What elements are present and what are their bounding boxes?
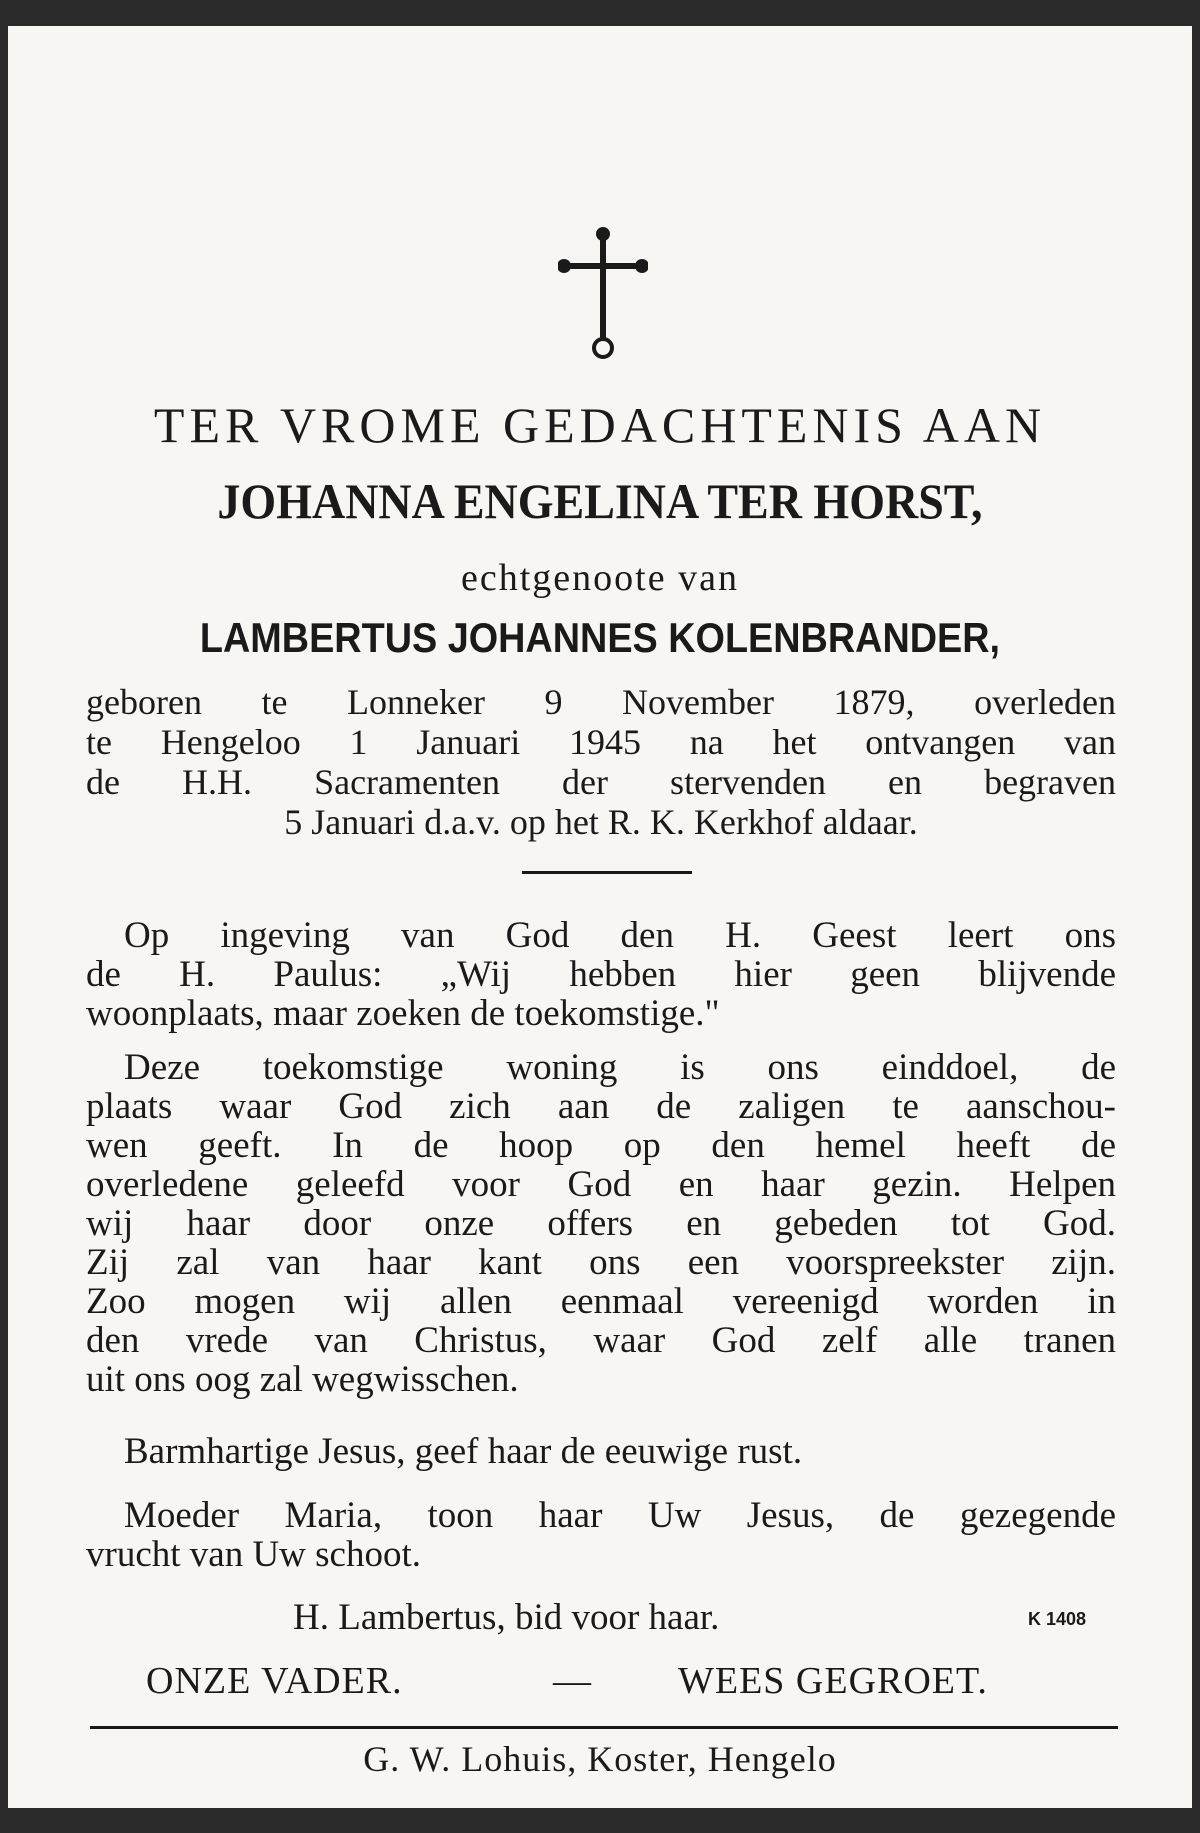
memorial-card <box>8 26 1192 1808</box>
paragraph-line: plaats waar God zich aan de zaligen te aanschou- <box>86 1086 1116 1127</box>
prayer-maria <box>86 1496 1116 1574</box>
closing-dash: — <box>553 1660 592 1702</box>
divider <box>522 871 692 874</box>
paragraph-line: Zoo mogen wij allen eenmaal vereenigd worden in <box>86 1281 1116 1322</box>
paragraph-line: wen geeft. In de hoop op den hemel heeft de <box>86 1125 1116 1166</box>
bio-line: geboren te Lonneker 9 November 1879, overleden <box>86 682 1116 722</box>
bio-line: de H.H. Sacramenten der stervenden en begraven <box>86 762 1116 802</box>
prayer-saint: H. Lambertus, bid voor haar. <box>293 1597 720 1638</box>
prayer-line: vrucht van Uw schoot. <box>86 1534 421 1575</box>
bio-line: te Hengeloo 1 Januari 1945 na het ontvangen van <box>86 722 1116 762</box>
deceased-name: JOHANNA ENGELINA TER HORST, <box>217 473 983 529</box>
spouse-label: echtgenoote van <box>461 557 739 599</box>
paragraph-line: overledene geleefd voor God en haar gezin. Helpen <box>86 1164 1116 1205</box>
closing-wees-gegroet: WEES GEGROET. <box>678 1660 988 1702</box>
scripture-paragraph <box>86 916 1116 1033</box>
biography <box>86 682 1116 842</box>
paragraph-line: wij haar door onze offers en gebeden tot God. <box>86 1203 1116 1244</box>
publisher: G. W. Lohuis, Koster, Hengelo <box>363 1739 837 1779</box>
memorial-heading: TER VROME GEDACHTENIS AAN <box>153 397 1047 453</box>
footer-rule <box>90 1726 1118 1729</box>
paragraph-line: Zij zal van haar kant ons een voorspreekster zijn. <box>86 1242 1116 1283</box>
prayer-line: Moeder Maria, toon haar Uw Jesus, de gezegende <box>124 1495 1116 1536</box>
print-code: K 1408 <box>1028 1609 1087 1629</box>
prayer-jesus: Barmhartige Jesus, geef haar de eeuwige rust. <box>124 1431 803 1472</box>
paragraph-line: Op ingeving van God den H. Geest leert ons <box>124 915 1116 956</box>
paragraph-line: de H. Paulus: „Wij hebben hier geen blijvende <box>86 954 1116 995</box>
cross-icon <box>558 226 648 366</box>
paragraph-line: woonplaats, maar zoeken de toekomstige." <box>86 993 720 1034</box>
spouse-name: LAMBERTUS JOHANNES KOLENBRANDER, <box>199 614 1001 661</box>
paragraph-line: Deze toekomstige woning is ons einddoel, de <box>124 1047 1116 1088</box>
paragraph-line: den vrede van Christus, waar God zelf alle tranen <box>86 1320 1116 1361</box>
paragraph-line: uit ons oog zal wegwisschen. <box>86 1359 519 1400</box>
reflection-paragraph <box>86 1048 1116 1399</box>
bio-line: 5 Januari d.a.v. op het R. K. Kerkhof aldaar. <box>284 802 918 842</box>
closing-onze-vader: ONZE VADER. <box>146 1660 403 1702</box>
